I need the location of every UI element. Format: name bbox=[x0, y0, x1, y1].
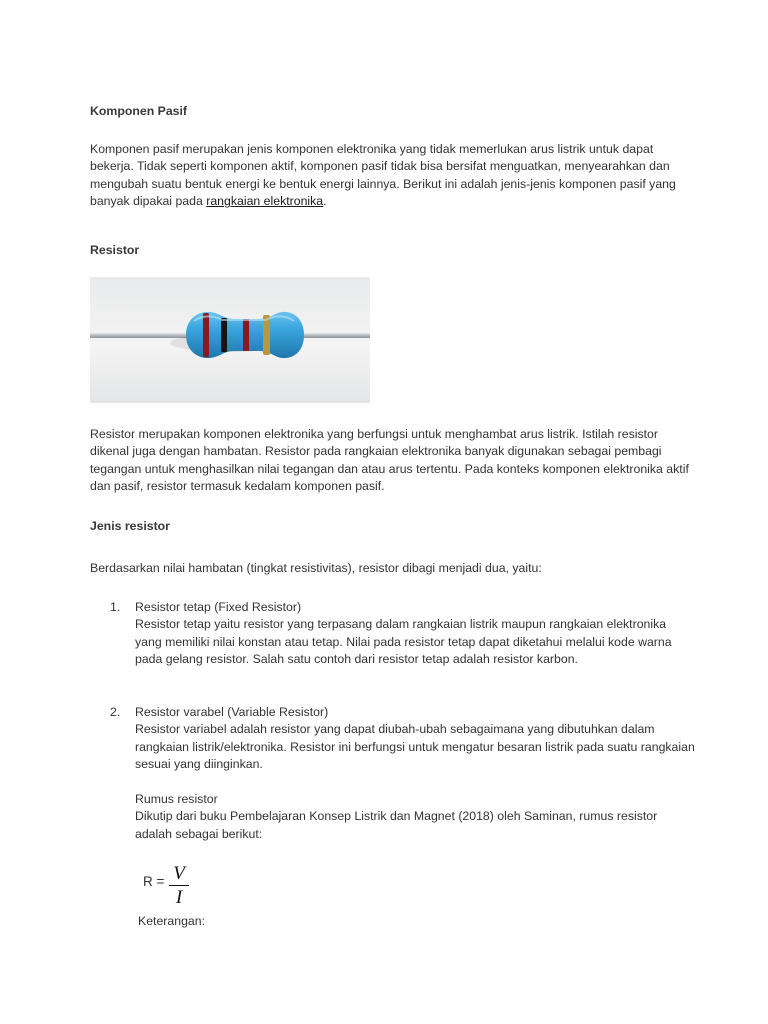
heading-komponen-pasif: Komponen Pasif bbox=[90, 104, 188, 118]
list-item-2 bbox=[135, 704, 695, 774]
heading-resistor: Resistor bbox=[90, 243, 140, 257]
heading-jenis-resistor: Jenis resistor bbox=[90, 519, 170, 533]
intro-end: . bbox=[323, 194, 327, 209]
jenis-intro: Berdasarkan nilai hambatan (tingkat resistivitas), resistor dibagi menjadi dua, yaitu: bbox=[90, 561, 542, 575]
list-item-1-body: Resistor tetap yaitu resistor yang terpasang dalam rangkaian listrik maupun rangkaian elektronika yang memiliki nilai konstan atau tetap. Nilai pada resistor tetap dapat diketahui melalui kode warna pada gelang resistor. Salah satu contoh dari resistor tetap adalah resistor karbon. bbox=[135, 617, 672, 667]
formula-numerator: V bbox=[173, 863, 185, 884]
fraction-bar bbox=[169, 885, 189, 886]
list-number-1: 1. bbox=[110, 600, 121, 614]
list-item-1-title: Resistor tetap (Fixed Resistor) bbox=[135, 600, 302, 614]
band-2-black bbox=[221, 318, 227, 352]
rangkaian-elektronika-link[interactable]: rangkaian elektronika bbox=[206, 194, 324, 209]
formula-fraction bbox=[169, 864, 189, 908]
list-item-2-title: Resistor varabel (Variable Resistor) bbox=[135, 705, 329, 719]
formula-lhs: R = bbox=[143, 874, 165, 889]
rumus-block bbox=[135, 791, 695, 843]
keterangan-label: Keterangan: bbox=[138, 914, 206, 928]
left-lead bbox=[90, 333, 186, 338]
rumus-text: Dikutip dari buku Pembelajaran Konsep Listrik dan Magnet (2018) oleh Saminan, rumus resistor adalah sebagai berikut: bbox=[135, 809, 658, 841]
formula-denominator: I bbox=[175, 887, 183, 909]
rumus-title: Rumus resistor bbox=[135, 792, 218, 806]
list-item-2-body: Resistor variabel adalah resistor yang dapat diubah-ubah sebagaimana yang dibutuhkan dalam rangkaian listrik/elektronika. Resistor ini berfungsi untuk mengatur besaran listrik pada suatu rangkaian sesuai yang diinginkan. bbox=[135, 722, 695, 772]
intro-text: Komponen pasif merupakan jenis komponen elektronika yang tidak memerlukan arus listrik untuk dapat bekerja. Tidak seperti komponen aktif, komponen pasif tidak bisa bersifat menguatkan, menyearahkan dan mengubah suatu bentuk energi ke bentuk energi lainnya. Berikut ini adalah jenis-jenis komponen pasif yang banyak dipakai pada bbox=[90, 142, 676, 209]
list-item-1 bbox=[135, 599, 695, 669]
band-3-red bbox=[243, 319, 249, 351]
band-1-red bbox=[203, 313, 209, 357]
intro-paragraph bbox=[90, 141, 690, 211]
list-number-2: 2. bbox=[110, 705, 121, 719]
resistor-image bbox=[90, 277, 370, 403]
resistor-formula bbox=[143, 864, 203, 912]
resistor-paragraph: Resistor merupakan komponen elektronika yang berfungsi untuk menghambat arus listrik. Istilah resistor dikenal juga dengan hambatan. Resistor pada rangkaian elektronika banyak digunakan sebagai pembagi tegangan untuk menghasilkan nilai tegangan dan atau arus tertentu. Pada konteks komponen elektronika aktif dan pasif, resistor termasuk kedalam komponen pasif. bbox=[90, 427, 689, 494]
